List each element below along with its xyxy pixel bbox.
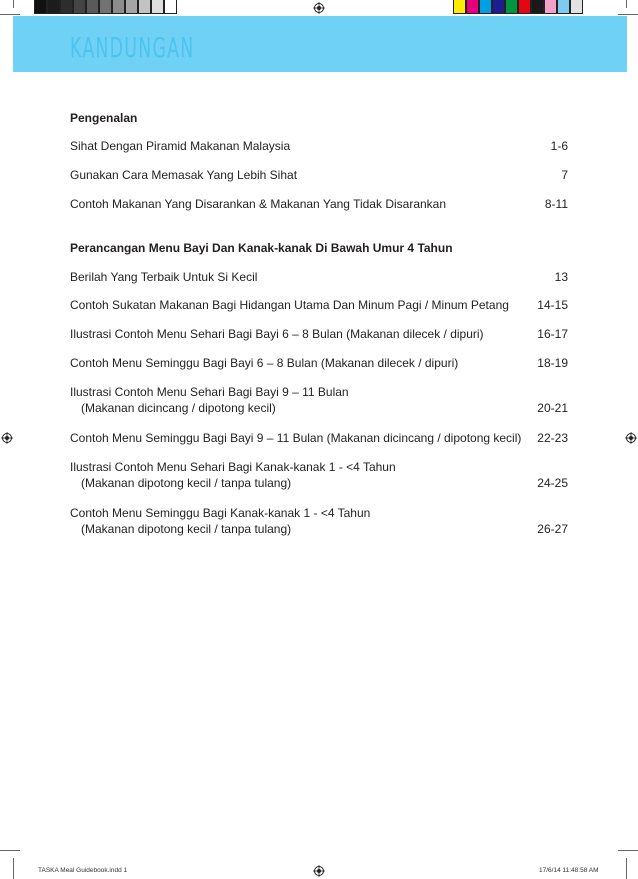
crop-mark — [626, 0, 627, 8]
calibration-swatch — [47, 0, 60, 14]
toc-entry-label: Contoh Menu Seminggu Bagi Kanak-kanak 1 - <4 Tahun — [70, 506, 371, 520]
toc-entry-page: 26-27 — [537, 522, 568, 536]
toc-entry[interactable] — [70, 459, 568, 491]
toc-entry-label: Ilustrasi Contoh Menu Sehari Bagi Bayi 9 – 11 Bulan — [70, 385, 349, 399]
toc-entry-page: 7 — [561, 168, 568, 182]
crop-mark — [0, 850, 20, 851]
toc-entry-label: Ilustrasi Contoh Menu Sehari Bagi Bayi 6 – 8 Bulan (Makanan dilecek / dipuri) — [70, 327, 484, 341]
section-title: Pengenalan — [70, 111, 138, 125]
calibration-swatch — [544, 0, 557, 14]
toc-entry[interactable] — [70, 430, 568, 446]
toc-entry-label: Contoh Sukatan Makanan Bagi Hidangan Utama Dan Minum Pagi / Minum Petang — [70, 298, 509, 312]
calibration-swatch — [99, 0, 112, 14]
toc-entry-label: Gunakan Cara Memasak Yang Lebih Sihat — [70, 168, 298, 182]
footer-timestamp: 17/6/14 11:48:58 AM — [539, 867, 599, 874]
registration-mark-icon — [313, 865, 325, 877]
registration-mark-icon — [1, 432, 13, 444]
calibration-swatch — [557, 0, 570, 14]
section-title: Perancangan Menu Bayi Dan Kanak-kanak Di Bawah Umur 4 Tahun — [70, 241, 453, 255]
calibration-swatch — [492, 0, 505, 14]
toc-entry[interactable] — [70, 269, 568, 285]
calibration-swatch — [86, 0, 99, 14]
calibration-swatch — [125, 0, 138, 14]
calibration-swatch — [34, 0, 47, 14]
toc-entry-label: Sihat Dengan Piramid Makanan Malaysia — [70, 139, 291, 153]
toc-entry[interactable] — [70, 138, 568, 154]
toc-entry-label: Contoh Menu Seminggu Bagi Bayi 9 – 11 Bulan (Makanan dicincang / dipotong kecil) — [70, 431, 522, 445]
toc-entry-page: 14-15 — [537, 298, 568, 312]
crop-mark — [13, 858, 14, 879]
toc-entry[interactable] — [70, 196, 568, 212]
toc-entry-page: 22-23 — [537, 431, 568, 445]
toc-entry-label-continued: (Makanan dipotong kecil / tanpa tulang) — [81, 476, 292, 490]
toc-entry[interactable] — [70, 297, 568, 313]
page-title: KANDUNGAN — [70, 31, 195, 64]
footer-filename: TASKA Meal Guidebook.indd 1 — [38, 867, 128, 874]
calibration-swatch — [466, 0, 479, 14]
registration-mark-icon — [313, 2, 325, 14]
calibration-swatch — [151, 0, 164, 14]
calibration-swatch — [531, 0, 544, 14]
toc-entry[interactable] — [70, 167, 568, 183]
toc-entry-page: 8-11 — [544, 197, 568, 211]
calibration-swatch — [112, 0, 125, 14]
crop-mark — [618, 14, 638, 15]
toc-entry-label: Contoh Menu Seminggu Bagi Bayi 6 – 8 Bulan (Makanan dilecek / dipuri) — [70, 356, 459, 370]
calibration-swatch — [518, 0, 531, 14]
toc-entry-label: Contoh Makanan Yang Disarankan & Makanan Yang Tidak Disarankan — [70, 197, 447, 211]
toc-entry-page: 13 — [554, 270, 568, 284]
crop-mark — [13, 0, 14, 8]
toc-entry-label: Ilustrasi Contoh Menu Sehari Bagi Kanak-kanak 1 - <4 Tahun — [70, 460, 396, 474]
toc-entry-page: 16-17 — [537, 327, 568, 341]
toc-entry-page: 24-25 — [537, 476, 568, 490]
calibration-swatch — [505, 0, 518, 14]
toc-entry-label-continued: (Makanan dicincang / dipotong kecil) — [81, 401, 276, 415]
calibration-swatch — [453, 0, 466, 14]
calibration-swatch — [570, 0, 583, 14]
gray-calibration-bar — [34, 0, 177, 14]
toc-entry[interactable] — [70, 384, 568, 416]
crop-mark — [0, 14, 20, 15]
registration-mark-icon — [625, 432, 637, 444]
calibration-swatch — [164, 0, 177, 14]
toc-entry-label: Berilah Yang Terbaik Untuk Si Kecil — [70, 270, 258, 284]
calibration-swatch — [60, 0, 73, 14]
crop-mark — [618, 850, 638, 851]
toc-entry[interactable] — [70, 355, 568, 371]
toc-entry-label-continued: (Makanan dipotong kecil / tanpa tulang) — [81, 522, 292, 536]
toc-entry[interactable] — [70, 505, 568, 537]
toc-section-perancangan — [70, 240, 568, 256]
calibration-swatch — [138, 0, 151, 14]
toc-entry[interactable] — [70, 326, 568, 342]
toc-section-pengenalan — [70, 110, 568, 126]
calibration-swatch — [73, 0, 86, 14]
color-calibration-bar — [453, 0, 583, 14]
toc-entry-page: 1-6 — [550, 139, 568, 153]
toc-entry-page: 18-19 — [537, 356, 568, 370]
calibration-swatch — [479, 0, 492, 14]
toc-entry-page: 20-21 — [537, 401, 568, 415]
crop-mark — [626, 858, 627, 879]
